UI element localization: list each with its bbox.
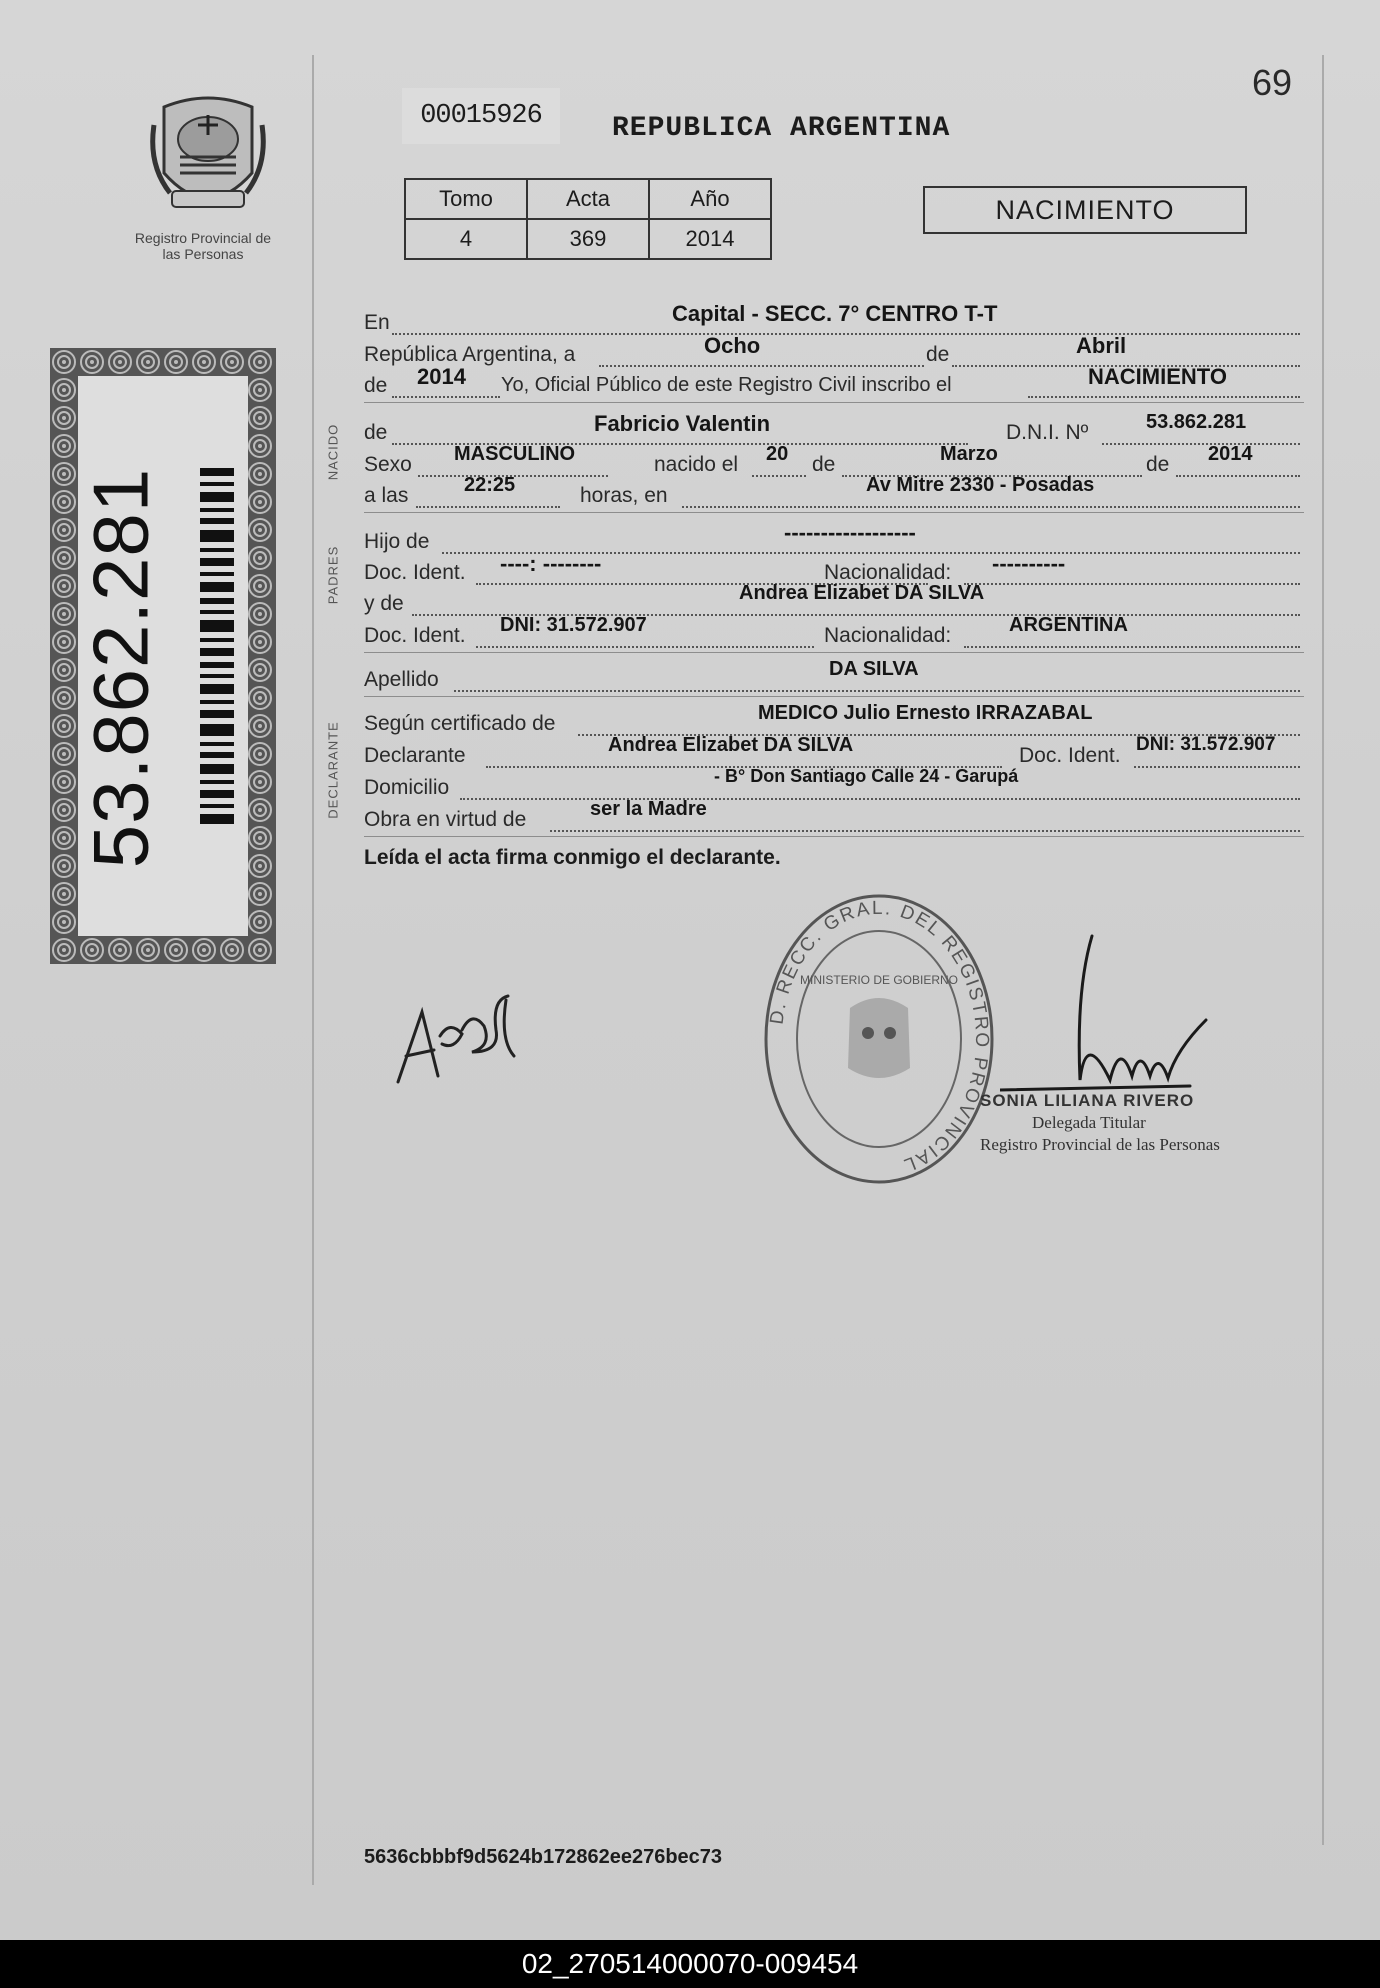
nac-madre-value: ARGENTINA (1009, 614, 1128, 636)
doc-madre-value: DNI: 31.572.907 (500, 614, 647, 636)
row-domicilio: Domicilio - B° Don Santiago Calle 24 - Garupá (364, 768, 1304, 800)
hora-value: 22:25 (464, 474, 516, 496)
row-hora: a las 22:25 horas, en Av Mitre 2330 - Posadas (364, 476, 1304, 508)
padres-side-label: PADRES (325, 545, 341, 605)
nac-anio-value: 2014 (1208, 443, 1253, 465)
lugar-nacimiento-value: Av Mitre 2330 - Posadas (866, 474, 1095, 496)
registrar-role: Delegada Titular (1032, 1113, 1146, 1132)
acta-value: 369 (527, 219, 649, 259)
nac-mes-value: Marzo (940, 443, 998, 465)
registrar-name: SONIA LILIANA RIVERO (980, 1091, 1195, 1110)
registry-logo-caption: Registro Provincial de las Personas (134, 230, 272, 262)
declarante-doc-value: DNI: 31.572.907 (1136, 734, 1276, 755)
row-apellido: Apellido DA SILVA (364, 660, 1304, 692)
registrar-block (980, 1090, 1220, 1156)
doc-padre-value: ----: -------- (500, 551, 602, 576)
row-declarante: Declarante Andrea Elizabet DA SILVA Doc. Ident. DNI: 31.572.907 (364, 736, 1304, 768)
row-obra: Obra en virtud de ser la Madre (364, 800, 1304, 832)
tomo-header: Tomo (405, 179, 527, 219)
row-madre: y de Andrea Elizabet DA SILVA (364, 584, 1304, 616)
declarante-value: Andrea Elizabet DA SILVA (608, 734, 854, 756)
row-sexo: Sexo MASCULINO nacido el 20 de Marzo de 2014 (364, 445, 1304, 477)
anio-header: Año (649, 179, 771, 219)
sexo-value: MASCULINO (454, 443, 576, 465)
row-nombre: de Fabricio Valentin D.N.I. Nº 53.862.281 (364, 413, 1304, 445)
anio-inscripcion: 2014 (417, 364, 466, 389)
barcode-number: 53.862.281 (76, 467, 165, 869)
mes-value: Abril (1076, 333, 1127, 358)
dia-value: Ocho (704, 333, 761, 358)
madre-value: Andrea Elizabet DA SILVA (739, 582, 985, 604)
nac-padre-value: ---------- (992, 551, 1066, 576)
row-lugar: En Capital - SECC. 7° CENTRO T-T (364, 303, 1304, 335)
nombre-value: Fabricio Valentin (594, 411, 771, 436)
country-title: REPUBLICA ARGENTINA (612, 113, 951, 144)
domicilio-value: - B° Don Santiago Calle 24 - Garupá (714, 766, 1019, 786)
nacido-side-label: NACIDO (325, 423, 341, 481)
left-margin-line (312, 55, 314, 1885)
record-type-box: NACIMIENTO (923, 186, 1247, 234)
right-margin-line (1322, 55, 1324, 1845)
lugar-value: Capital - SECC. 7° CENTRO T-T (672, 301, 998, 326)
certificado-value: MEDICO Julio Ernesto IRRAZABAL (758, 702, 1093, 724)
registrar-signature (1000, 930, 1220, 1100)
dni-value: 53.862.281 (1146, 411, 1247, 433)
nac-dia-value: 20 (766, 443, 789, 465)
acta-header: Acta (527, 179, 649, 219)
inscribo-value: NACIMIENTO (1088, 364, 1227, 389)
declarant-signature (388, 990, 528, 1090)
row-padre: Hijo de ------------------ (364, 522, 1304, 554)
obra-value: ser la Madre (590, 798, 707, 820)
svg-text:D. RECC. GRAL. DEL REGISTRO PR: D. RECC. GRAL. DEL REGISTRO PROVINCIAL (766, 897, 993, 1176)
page-number: 69 (1252, 62, 1293, 103)
registry-table (404, 178, 772, 260)
padre-value: ------------------ (784, 520, 916, 545)
closing-statement: Leída el acta firma conmigo el declarante. (364, 846, 781, 869)
anio-value: 2014 (649, 219, 771, 259)
row-doc-padre: Doc. Ident. ----: -------- Nacionalidad: ---------- (364, 553, 1304, 585)
official-stamp (760, 888, 998, 1190)
row-inscripcion: de 2014 Yo, Oficial Público de este Registro Civil inscribo el NACIMIENTO (364, 366, 1304, 398)
serial-number: 00015926 (402, 88, 560, 144)
row-certificado: Según certificado de MEDICO Julio Ernesto IRRAZABAL (364, 704, 1304, 736)
registrar-office: Registro Provincial de las Personas (980, 1135, 1220, 1154)
file-id-bar: 02_270514000070-009454 (0, 1940, 1380, 1988)
declarante-side-label: DECLARANTE (325, 721, 341, 819)
row-fecha: República Argentina, a Ocho de Abril (364, 335, 1304, 367)
document-hash: 5636cbbbf9d5624b172862ee276bec73 (364, 1846, 723, 1868)
tomo-value: 4 (405, 219, 527, 259)
row-doc-madre: Doc. Ident. DNI: 31.572.907 Nacionalidad: ARGENTINA (364, 616, 1304, 648)
province-emblem (150, 95, 266, 225)
apellido-value: DA SILVA (829, 658, 919, 680)
svg-text:MINISTERIO DE GOBIERNO: MINISTERIO DE GOBIERNO (799, 973, 959, 987)
